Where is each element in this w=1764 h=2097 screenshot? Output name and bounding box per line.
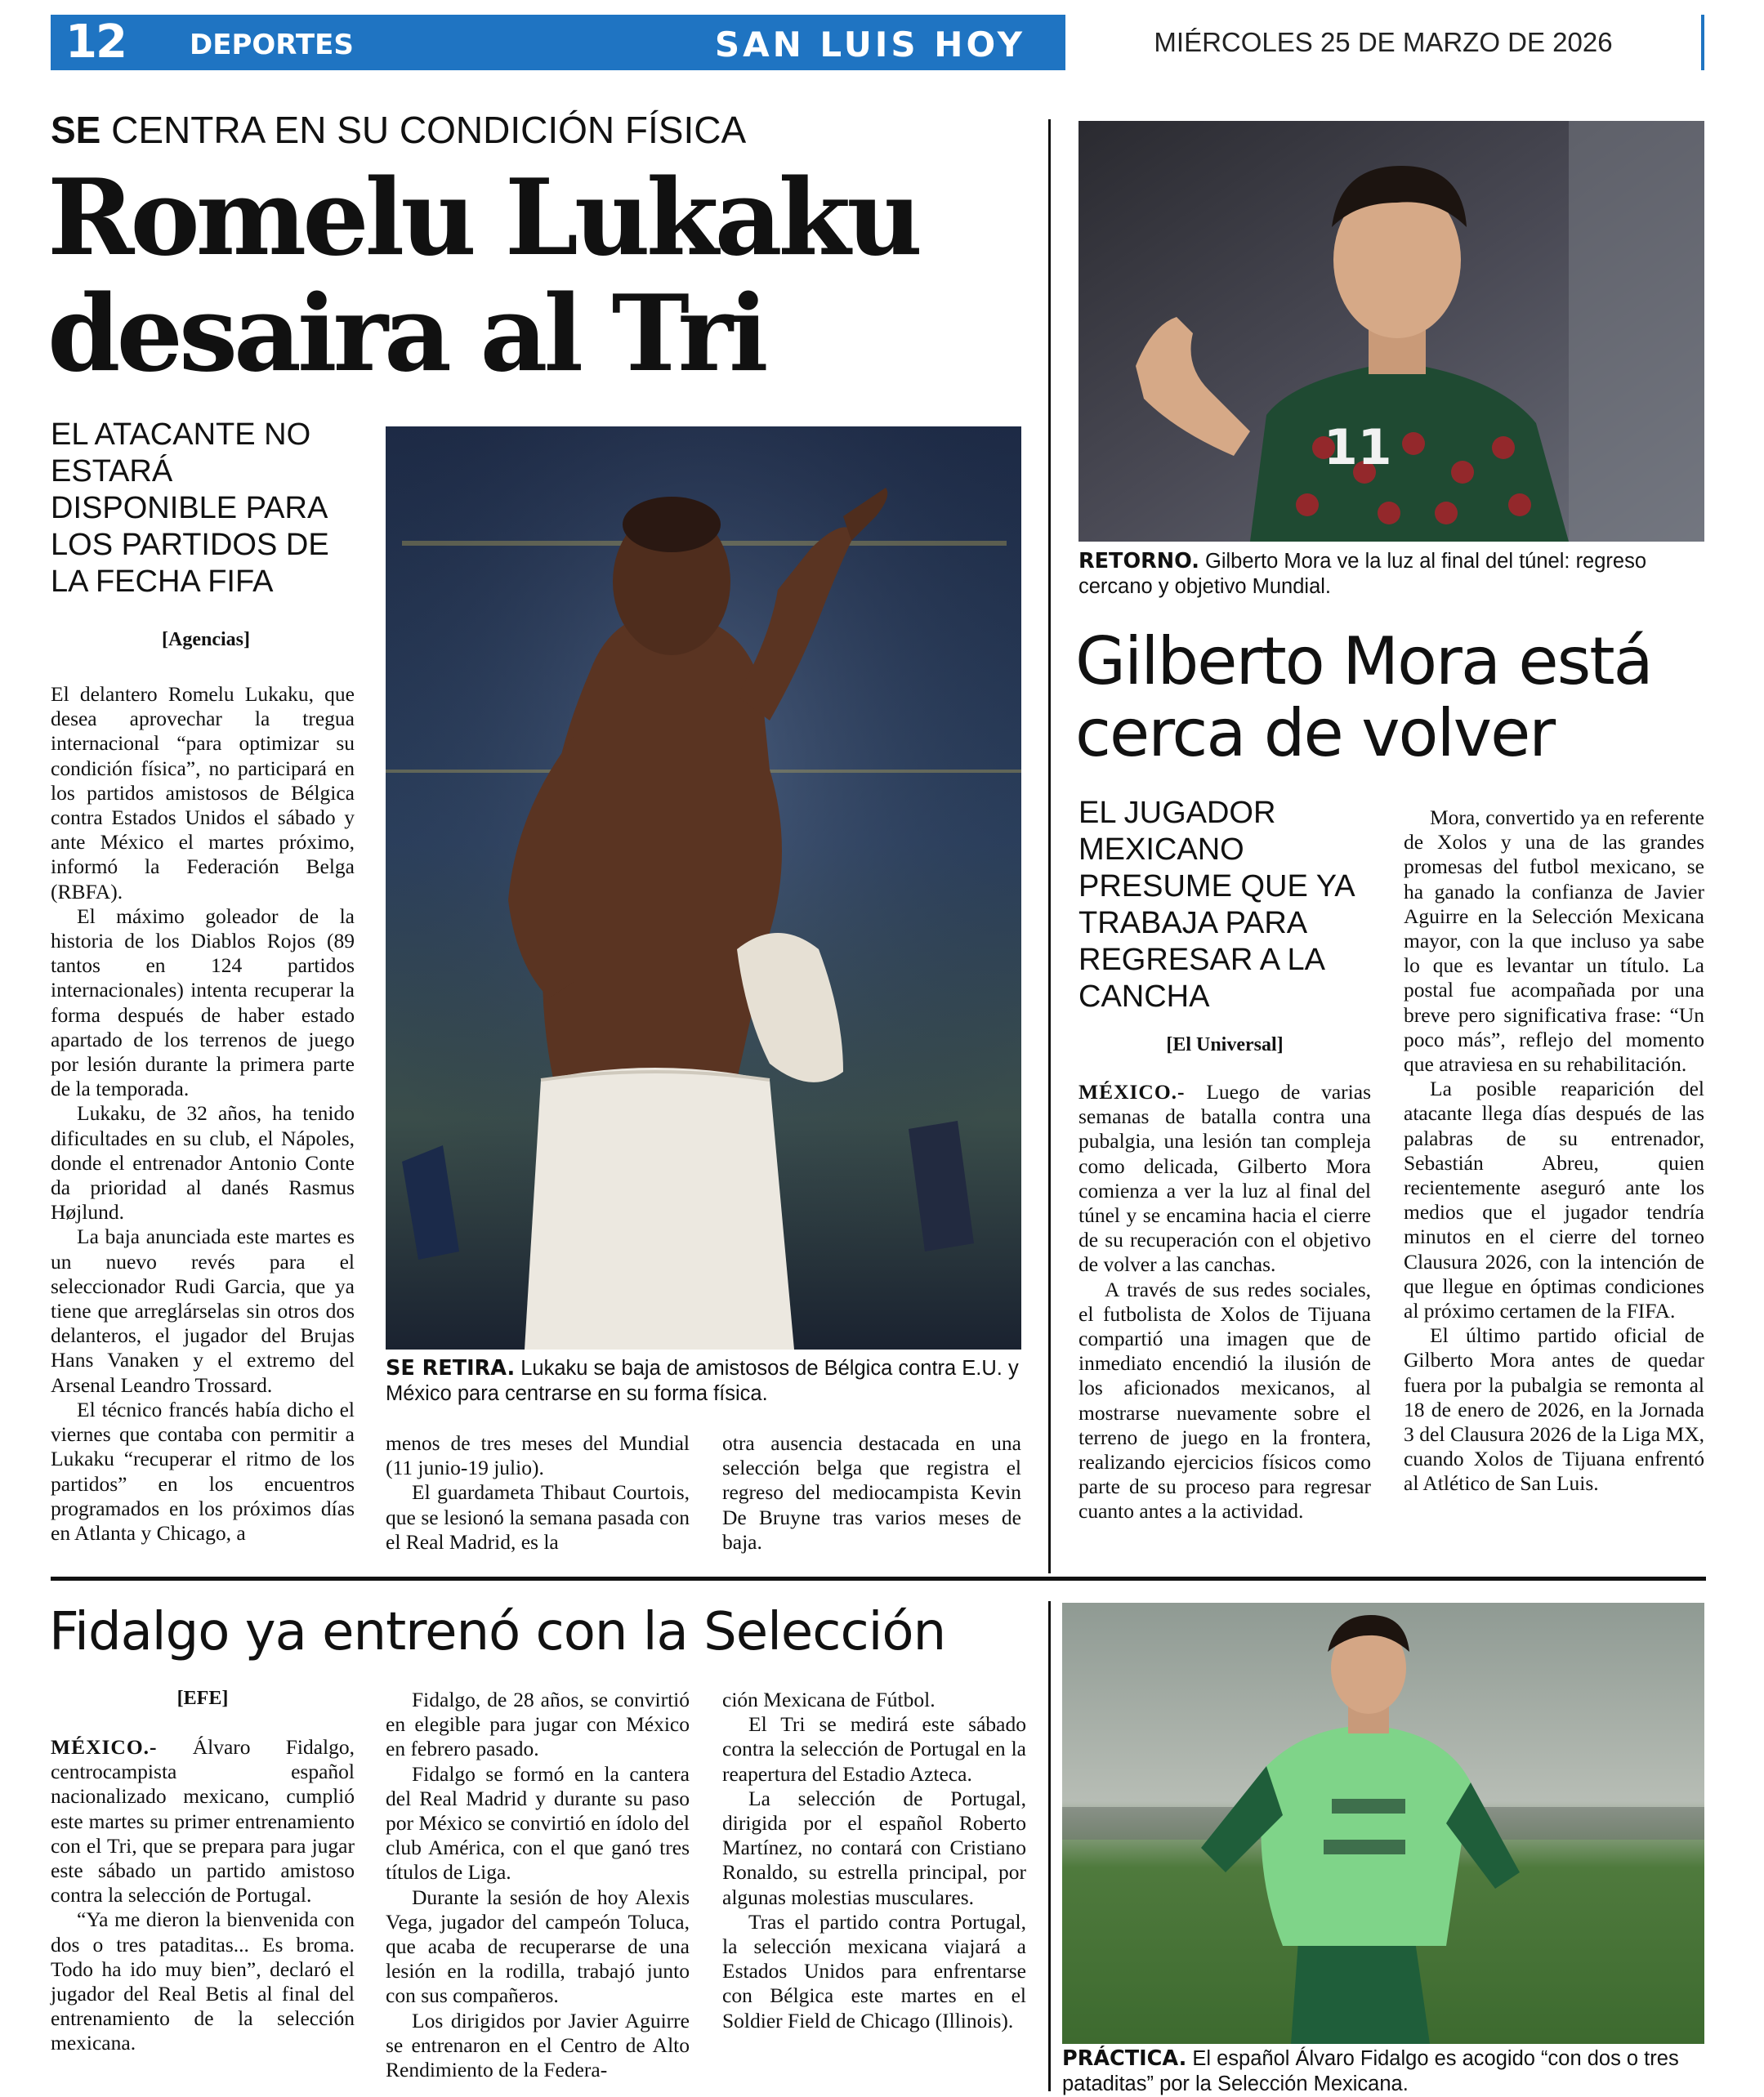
header-divider-right [1701,15,1704,70]
mora-credit: [El Universal] [1166,1034,1284,1055]
paragraph: La baja anunciada este martes es un nuevo revés para el seleccionador Rudi Garcia, que ya tiene que arreglárselas sin otros dos delanteros, el jugador del Brujas Hans Vanaken y el extremo del Arsenal Leandro Trossard. [51,1225,355,1397]
lukaku-headline [47,157,1028,395]
paragraph: MÉXICO.- Álvaro Fidalgo, centrocampista español nacionalizado mexicano, cumplió este martes su primer entrenamiento con el Tri, que se prepara para jugar este sábado un partido amistoso contra la selección de Portugal. [51,1735,355,1907]
paragraph: Los dirigidos por Javier Aguirre se entrenaron en el Centro de Alto Rendimiento de la Federa- [386,2008,690,2082]
issue-date: MIÉRCOLES 25 DE MARZO DE 2026 [1154,27,1613,57]
section-rule [51,1577,1706,1581]
svg-text:11: 11 [1324,419,1392,476]
fidalgo-photo [1062,1603,1704,2044]
fidalgo-column-1 [51,1735,355,2056]
paragraph: El guardameta Thibaut Courtois, que se lesionó la semana pasada con el Real Madrid, es la [386,1480,690,1554]
section-name: DEPORTES [190,29,354,61]
soccer-player-training-photo-icon [1062,1603,1704,2044]
lukaku-headline-line2: desaira al Tri [47,273,765,395]
fidalgo-credit: [EFE] [176,1688,229,1709]
paragraph: Durante la sesión de hoy Alexis Vega, jugador del campeón Toluca, que acaba de recuperarse de una lesión en la rodilla, trabajó junto con sus compañeros. [386,1885,690,2008]
fidalgo-headline: Fidalgo ya entrenó con la Selección [49,1602,946,1662]
lukaku-kicker: SE CENTRA EN SU CONDICIÓN FÍSICA [51,109,747,151]
masthead: SAN LUIS HOY [714,25,1026,65]
paragraph: La selección de Portugal, dirigida por el español Roberto Martínez, no contará con Cristiano Ronaldo, su estrella principal, por algunas molestias musculares. [722,1786,1026,1909]
paragraph: El máximo goleador de la historia de los Diablos Rojos (89 tantos en 124 partidos internacionales) intenta recuperar la forma después de haber estado apartado de los terrenos de juego por lesión durante la primera parte de la temporada. [51,903,355,1101]
lukaku-photo [386,426,1021,1350]
mora-headline [1075,623,1713,771]
paragraph: “Ya me dieron la bienvenida con dos o tres pataditas... Es broma. Todo ha ido muy bien”, declaró el jugador del Real Betis al final del entrenamiento de la selección mexicana. [51,1907,355,2055]
mora-column-2 [1404,805,1704,1497]
mora-caption: RETORNO. Gilberto Mora ve la luz al final del túnel: regreso cercano y objetivo Mundial. [1078,549,1647,598]
page-number: 12 [65,16,126,69]
column-rule [1048,119,1051,1573]
paragraph: Lukaku, de 32 años, ha tenido dificultades en su club, el Nápoles, donde el entrenador Antonio Conte da prioridad al danés Rasmus Højlund. [51,1101,355,1225]
fidalgo-caption: PRÁCTICA. El español Álvaro Fidalgo es acogido “con dos o tres pataditas” por la Selección Mexicana. [1062,2046,1679,2095]
paragraph: Fidalgo, de 28 años, se convirtió en elegible para jugar con México en febrero pasado. [386,1688,690,1761]
paragraph: El técnico francés había dicho el viernes que contaba con permitir a Lukaku “recuperar el ritmo de los partidos” en los encuentros programados en los próximos días en Atlanta y Chicago, a [51,1397,355,1545]
lukaku-credit: [Agencias] [162,629,250,650]
fidalgo-dateline: MÉXICO.- [51,1735,158,1759]
lukaku-column-1 [51,682,355,1546]
paragraph: menos de tres meses del Mundial (11 junio-19 julio). [386,1431,690,1480]
paragraph: El Tri se medirá este sábado contra la selección de Portugal en la reapertura del Estadio Azteca. [722,1712,1026,1786]
soccer-player-mexico-jersey-photo-icon [1078,121,1704,542]
paragraph: Tras el partido contra Portugal, la selección mexicana viajará a Estados Unidos para enfrentarse con Bélgica este martes en el Soldier Field de Chicago (Illinois). [722,1909,1026,2032]
paragraph: MÉXICO.- Luego de varias semanas de batalla contra una pubalgia, una lesión tan compleja como delicada, Gilberto Mora comienza a ver la luz al final del túnel y se encamina hacia el cierre de su recuperación con el objetivo de volver a las canchas. [1078,1080,1371,1277]
mora-headline-line1: Gilberto Mora está [1075,623,1652,699]
paragraph: El delantero Romelu Lukaku, que desea aprovechar la tregua internacional “para optimizar su condición física”, no participará en los partidos amistosos de Bélgica contra Estados Unidos el sábado y ante México el martes próximo, informó la Federación Belga (RBFA). [51,682,355,903]
lukaku-headline-line1: Romelu Lukaku [47,157,919,279]
paragraph: La posible reaparición del atacante llega días después de las palabras de su entrenador, Sebastián Abreu, quien recientemente aseguró ante los medios que el jugador tendría minutos en el cierre del torneo Clausura 2026, con la intención de que llegue en óptimas condiciones al próximo certamen de la FIFA. [1404,1077,1704,1323]
paragraph: Fidalgo se formó en la cantera del Real Madrid y durante su paso por México se convirtió en ídolo del club América, con el que ganó tres títulos de Liga. [386,1761,690,1885]
lukaku-column-2 [386,1431,690,1555]
mora-column-1 [1078,1080,1371,1524]
paragraph: A través de sus redes sociales, el futbolista de Xolos de Tijuana compartió una imagen que de inmediato encendió la ilusión de los aficionados mexicanos, al mostrarse nuevamente sobre el terreno de juego en la frontera, realizando ejercicios físicos como parte de su proceso para regresar cuanto antes a la actividad. [1078,1277,1371,1524]
fidalgo-column-2 [386,1688,690,2082]
lukaku-deck: EL ATACANTE NO ESTARÁ DISPONIBLE PARA LOS PARTIDOS DE LA FECHA FIFA [51,417,329,599]
mora-deck: EL JUGADOR MEXICANO PRESUME QUE YA TRABAJA PARA REGRESAR A LA CANCHA [1078,796,1354,1014]
mora-headline-line2: cerca de volver [1075,695,1555,771]
mora-photo [1078,121,1704,542]
fidalgo-column-3 [722,1688,1026,2033]
lukaku-column-3 [722,1431,1021,1555]
column-rule [1048,1601,1051,2091]
paragraph: El último partido oficial de Gilberto Mora antes de quedar fuera por la pubalgia se remonta al 18 de enero de 2026, en la Jornada 3 del Clausura 2026 de la Liga MX, cuando Xolos de Tijuana enfrentó al Atlético de San Luis. [1404,1323,1704,1496]
mora-dateline: MÉXICO.- [1078,1080,1186,1104]
soccer-player-celebrating-photo-icon [386,426,1021,1350]
lukaku-caption: SE RETIRA. Lukaku se baja de amistosos de Bélgica contra E.U. y México para centrarse en su forma física. [386,1356,1019,1405]
paragraph: Mora, convertido ya en referente de Xolos y una de las grandes promesas del futbol mexicano, se ha ganado la confianza de Javier Aguirre en la Selección Mexicana mayor, con la que incluso ya sabe lo que es levantar un título. La postal fue acompañada por una breve pero significativa frase: “Un poco más”, reflejo del momento que atraviesa en su rehabilitación. [1404,805,1704,1077]
paragraph: otra ausencia destacada en una selección belga que registra el regreso del mediocampista Kevin De Bruyne tras varios meses de baja. [722,1431,1021,1554]
paragraph: ción Mexicana de Fútbol. [722,1688,936,1711]
